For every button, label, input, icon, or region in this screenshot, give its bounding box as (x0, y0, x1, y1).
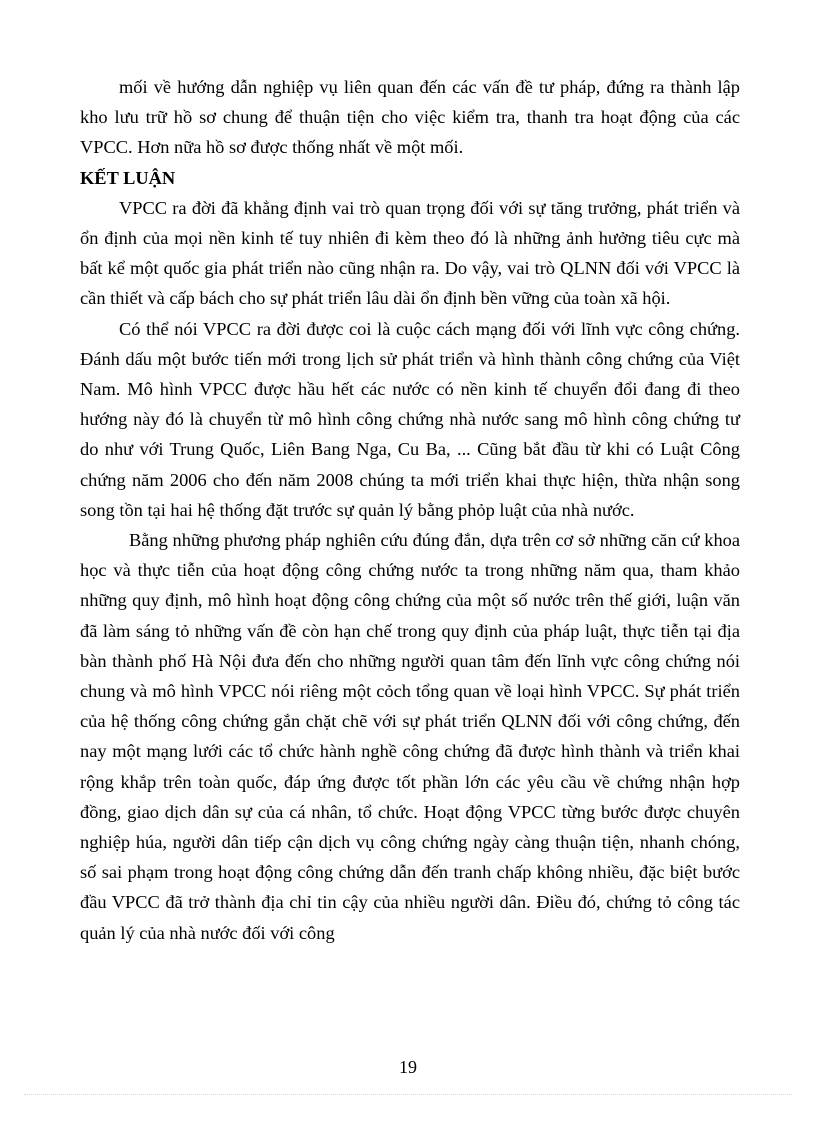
page-number: 19 (399, 1057, 417, 1077)
paragraph-1: VPCC ra đời đã khẳng định vai trò quan trọng đối với sự tăng trưởng, phát triển và ổn định của mọi nền kinh tế tuy nhiên đi kèm theo đó là những ảnh hưởng tiêu cực mà bất kể một quốc gia phát triển nào cũng nhận ra. Do vậy, vai trò QLNN đối với VPCC là cần thiết và cấp bách cho sự phát triển lâu dài ổn định bền vững của toàn xã hội. (80, 197, 740, 309)
body-text (80, 72, 740, 948)
section-heading: KẾT LUẬN (80, 167, 176, 188)
paragraph-3: Bằng những phương pháp nghiên cứu đúng đắn, dựa trên cơ sở những căn cứ khoa học và thực tiễn của hoạt động công chứng nước ta trong những năm qua, tham khảo những quy định, mô hình hoạt động công chứng của một số nước trên thế giới, luận văn đã làm sáng tỏ những vấn đề còn hạn chế trong quy định của pháp luật, thực tiễn tại địa bàn thành phố Hà Nội đưa đến cho những người quan tâm đến lĩnh vực công chứng nói chung và mô hình VPCC nói riêng một cỏch tổng quan về loại hình VPCC. Sự phát triển của hệ thống công chứng gắn chặt chẽ với sự phát triển QLNN đối với công chứng, đến nay một mạng lưới các tổ chức hành nghề công chứng đã được hình thành và triển khai rộng khắp trên toàn quốc, đáp ứng được tốt phần lớn các yêu cầu về chứng nhận hợp đồng, giao dịch dân sự của cá nhân, tổ chức. Hoạt động VPCC từng bước được chuyên nghiệp húa, người dân tiếp cận dịch vụ công chứng ngày càng thuận tiện, nhanh chóng, số sai phạm trong hoạt động công chứng dẫn đến tranh chấp không nhiều, đặc biệt bước đầu VPCC đã trở thành địa chỉ tin cậy của nhiều người dân. Điều đó, chứng tỏ công tác quản lý của nhà nước đối với công (80, 530, 740, 943)
paragraph-2: Có thể nói VPCC ra đời được coi là cuộc cách mạng đối với lĩnh vực công chứng. Đánh dấu một bước tiến mới trong lịch sử phát triển và hình thành công chứng của Việt Nam. Mô hình VPCC được hầu hết các nước có nền kinh tế chuyển đổi đang đi theo hướng này đó là chuyển từ mô hình công chứng nhà nước sang mô hình công chứng tư do như với Trung Quốc, Liên Bang Nga, Cu Ba, ... Cũng bắt đầu từ khi có Luật Công chứng năm 2006 cho đến năm 2008 chúng ta mới triển khai thực hiện, thừa nhận song song tồn tại hai hệ thống đặt trước sự quản lý bằng phỏp luật của nhà nước. (80, 318, 740, 520)
page-bottom-divider (24, 1094, 792, 1095)
paragraph-continuation: mối về hướng dẫn nghiệp vụ liên quan đến các vấn đề tư pháp, đứng ra thành lập kho lưu trữ hồ sơ chung để thuận tiện cho việc kiểm tra, thanh tra hoạt động của các VPCC. Hơn nữa hồ sơ được thống nhất về một mối. (80, 77, 740, 158)
